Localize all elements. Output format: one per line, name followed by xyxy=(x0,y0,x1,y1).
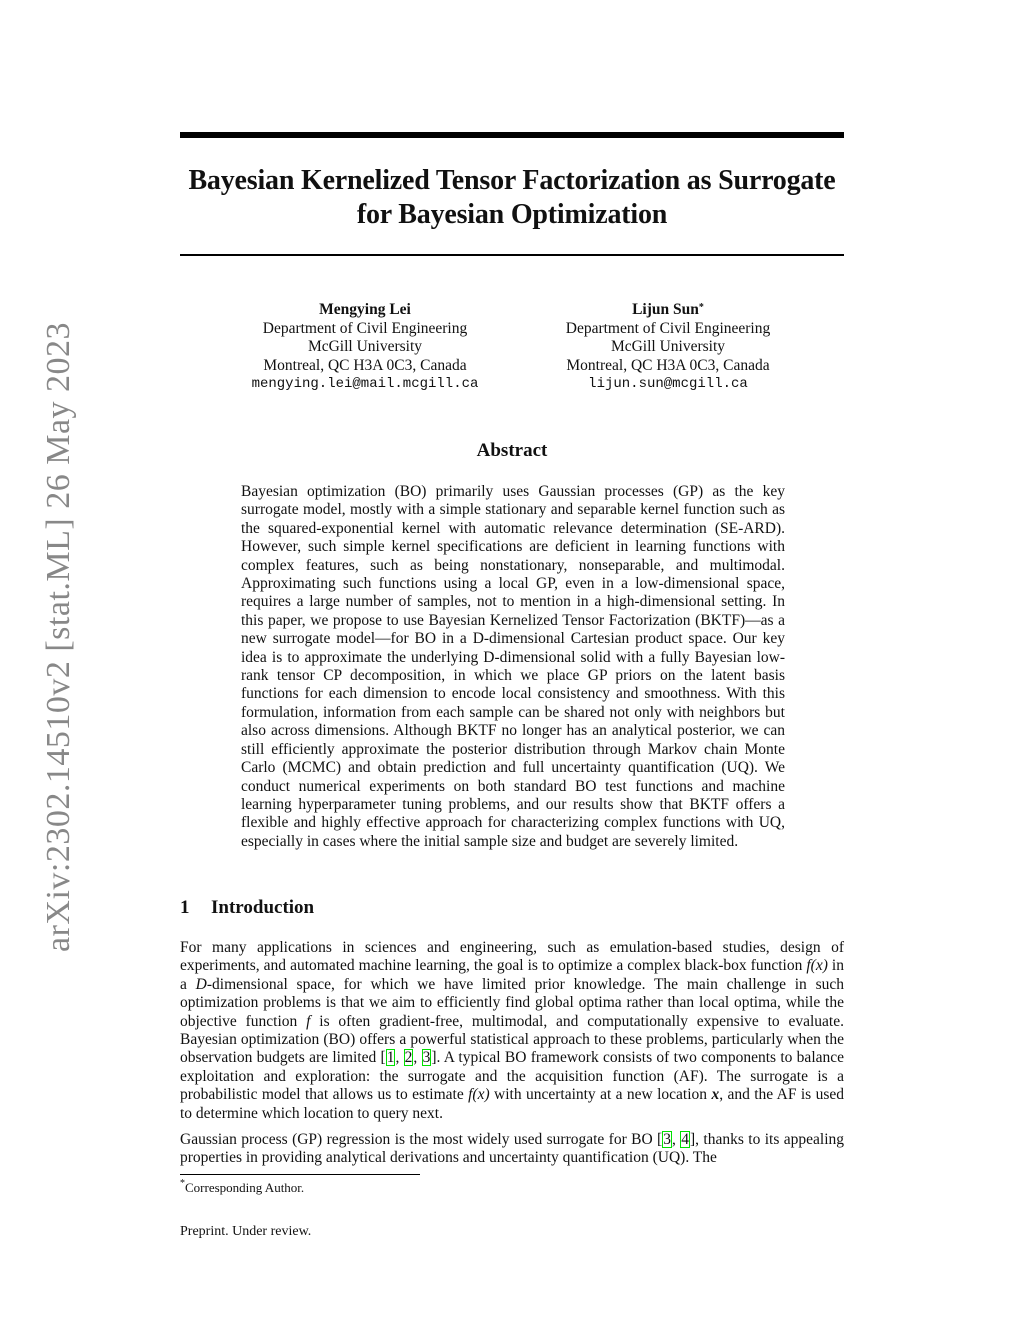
abstract-text: Bayesian optimization (BO) primarily uses Gaussian processes (GP) as the key surrogate model, mostly with a simple stationary and separable kernel function such as the squared-exponential kernel with automatic relevance determination (SE-ARD). However, such simple kernel specifications are deficient in learning functions with complex features, such as being nonstationary, nonseparable, and multimodal. Approximating such functions using a local GP, even in a low-dimensional space, requires a large number of samples, not to mention in a high-dimensional setting. In this paper, we propose to use Bayesian Kernelized Tensor Factorization (BKTF)—as a new surrogate model—for BO in a D-dimensional Cartesian product space. Our key idea is to approximate the underlying D-dimensional solid with a fully Bayesian low-rank tensor CP decomposition, in which we place GP priors on the latent basis functions for each dimension to encode local consistency and smoothness. With this formulation, information from each sample can be shared not only with neighbors but also across dimensions. Although BKTF no longer has an analytical posterior, we can still efficiently approximate the posterior distribution through Markov chain Monte Carlo (MCMC) and obtain prediction and full uncertainty quantification (UQ). We conduct numerical experiments on both standard BO test functions and machine learning hyperparameter tuning problems, and our results show that BKTF offers a flexible and highly effective approach for characterizing complex functions with UQ, especially in cases where the initial sample size and budget are severely limited. xyxy=(241,483,785,850)
intro-paragraph-2: Gaussian process (GP) regression is the most widely used surrogate for BO [3, 4], thanks to its appealing properties in providing analytical derivations and uncertainty quantification (UQ). The xyxy=(180,1131,844,1167)
abstract-heading: Abstract xyxy=(476,440,548,461)
section-heading-introduction xyxy=(180,897,314,919)
citation-link[interactable]: 2 xyxy=(404,1049,413,1067)
title-top-rule xyxy=(180,132,844,138)
citation-link[interactable]: 3 xyxy=(663,1131,671,1148)
paper-title xyxy=(170,164,854,232)
text-run: For many applications in sciences and engineering, such as emulation-based studies, design of experiments, and automated machine learning, the goal is to optimize a complex black-box function xyxy=(180,939,844,975)
math-inline: D xyxy=(195,975,207,993)
text-run: ]. A typical BO framework consists of two components to balance exploitation and exploration: the surrogate and the acquisition function (AF). The surrogate is a probabilistic model that allows us to estimate xyxy=(180,1049,845,1104)
text-run: , and the AF is used to determine which location to query next. xyxy=(180,1086,845,1122)
author-block-1 xyxy=(235,301,495,394)
arxiv-identifier: arXiv:2302.14510v2 [stat.ML] 26 May 2023 xyxy=(40,321,77,952)
author-address: Montreal, QC H3A 0C3, Canada xyxy=(566,356,770,374)
math-inline: f(x) xyxy=(468,1086,490,1104)
author-email[interactable]: mengying.lei@mail.mcgill.ca xyxy=(251,376,479,392)
author-address: Montreal, QC H3A 0C3, Canada xyxy=(263,356,467,374)
author-university: McGill University xyxy=(307,338,423,355)
author-department: Department of Civil Engineering xyxy=(565,319,771,337)
footnote-text: Corresponding Author. xyxy=(185,1180,305,1195)
title-bottom-rule xyxy=(180,254,844,256)
footnote xyxy=(180,1180,304,1196)
intro-paragraph-1: For many applications in sciences and engineering, such as emulation-based studies, design of experiments, and automated machine learning, the goal is to optimize a complex black-box function f(x) in a D-dimensional space, for which we have limited prior knowledge. The main challenge in such optimization problems is that we aim to efficiently find global optima rather than local optima, while the objective function f is often gradient-free, multimodal, and computationally expensive to evaluate. Bayesian optimization (BO) offers a powerful statistical approach to these problems, particularly when the observation budgets are limited [1, 2, 3]. A typical BO framework consists of two components to balance exploitation and exploration: the surrogate and the acquisition function (AF). The surrogate is a probabilistic model that allows us to estimate f(x) with uncertainty at a new location x, and the AF is used to determine which location to query next. xyxy=(180,939,845,1122)
title-line-1: Bayesian Kernelized Tensor Factorization as Surrogate xyxy=(188,165,836,196)
footnote-marker: * xyxy=(180,1178,185,1189)
citation-link[interactable]: 4 xyxy=(681,1131,689,1148)
citation-link[interactable]: 3 xyxy=(422,1049,431,1067)
author-department: Department of Civil Engineering xyxy=(262,319,468,337)
text-run: ], thanks to its appealing properties in providing analytical derivations and uncertainty quantification (UQ). The xyxy=(180,1131,844,1167)
section-title: Introduction xyxy=(211,897,315,918)
preprint-note: Preprint. Under review. xyxy=(180,1224,312,1239)
math-inline: f xyxy=(306,1012,311,1030)
text-run: -dimensional space, for which we have limited prior knowledge. The main challenge in such optimization problems is that we aim to efficiently find global optima rather than local optima, while the objective function xyxy=(180,975,844,1030)
citation-link[interactable]: 1 xyxy=(386,1049,395,1067)
author-name: Mengying Lei xyxy=(319,301,411,318)
author-name-text: Lijun Sun xyxy=(632,301,699,318)
author-block-2 xyxy=(538,301,798,394)
title-line-2: for Bayesian Optimization xyxy=(356,199,668,230)
section-number: 1 xyxy=(180,897,190,918)
text-run: Gaussian process (GP) regression is the most widely used surrogate for BO [ xyxy=(180,1131,663,1148)
text-run: is often gradient-free, multimodal, and computationally expensive to evaluate. Bayesian optimization (BO) offers a powerful statistical approach to these problems, particularly when the observation budgets are limited [ xyxy=(180,1012,844,1067)
math-inline: x xyxy=(711,1086,720,1104)
author-name xyxy=(538,301,798,320)
text-run: in a xyxy=(180,957,844,993)
math-inline: f(x) xyxy=(806,957,828,975)
footnote-marker[interactable]: * xyxy=(698,302,704,313)
footnote-rule xyxy=(180,1174,420,1175)
author-email[interactable]: lijun.sun@mcgill.ca xyxy=(588,376,748,392)
text-run: with uncertainty at a new location xyxy=(489,1086,712,1104)
author-university: McGill University xyxy=(610,338,726,355)
